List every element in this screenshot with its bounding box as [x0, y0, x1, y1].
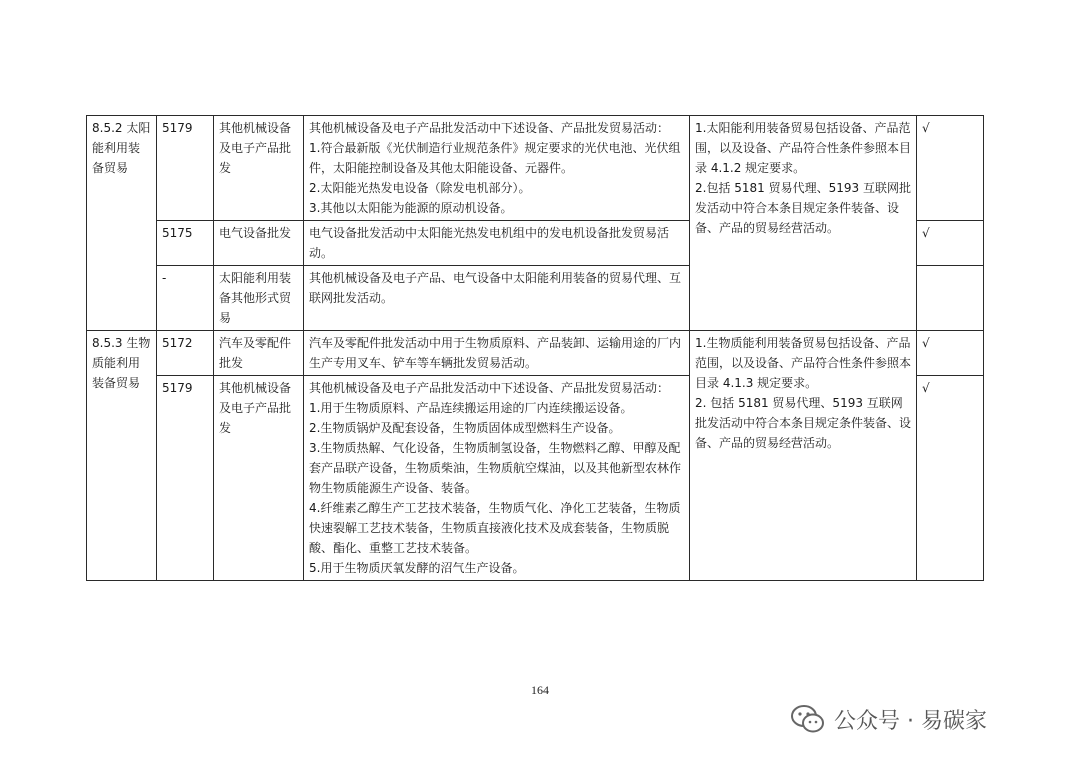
table-row	[87, 116, 984, 221]
description-cell: 其他机械设备及电子产品、电气设备中太阳能利用装备的贸易代理、互联网批发活动。	[304, 266, 690, 331]
code-cell: 5172	[157, 331, 214, 376]
watermark-text: 公众号 · 易碳家	[834, 708, 987, 734]
category-cell: 太阳能利用装备其他形式贸易	[214, 266, 304, 331]
description-cell: 电气设备批发活动中太阳能光热发电机组中的发电机设备批发贸易活动。	[304, 221, 690, 266]
category-cell: 汽车及零配件批发	[214, 331, 304, 376]
code-cell: 5175	[157, 221, 214, 266]
description-cell: 汽车及零配件批发活动中用于生物质原料、产品装卸、运输用途的厂内生产专用叉车、铲车等车辆批发贸易活动。	[304, 331, 690, 376]
description-cell: 其他机械设备及电子产品批发活动中下述设备、产品批发贸易活动： 1.符合最新版《光伏制造行业规范条件》规定要求的光伏电池、光伏组件，太阳能控制设备及其他太阳能设备、元器件。 2.太阳能光热发电设备（除发电机部分）。 3.其他以太阳能为能源的原动机设备。	[304, 116, 690, 221]
code-cell: -	[157, 266, 214, 331]
category-cell: 电气设备批发	[214, 221, 304, 266]
category-cell: 其他机械设备及电子产品批发	[214, 116, 304, 221]
section-cell: 8.5.2 太阳能利用装备贸易	[87, 116, 157, 331]
category-cell: 其他机械设备及电子产品批发	[214, 376, 304, 581]
checkmark-cell	[917, 266, 984, 331]
code-cell: 5179	[157, 376, 214, 581]
wechat-icon	[790, 704, 826, 734]
table-row	[87, 331, 984, 376]
description-cell: 其他机械设备及电子产品批发活动中下述设备、产品批发贸易活动： 1.用于生物质原料、产品连续搬运用途的厂内连续搬运设备。 2.生物质锅炉及配套设备，生物质固体成型燃料生产设备。 3.生物质热解、气化设备，生物质制氢设备，生物燃料乙醇、甲醇及配套产品联产设备，生物质柴油，生物质航空煤油，以及其他新型农林作物生物质能源生产设备、装备。 4.纤维素乙醇生产工艺技术装备，生物质气化、净化工艺装备，生物质快速裂解工艺技术装备，生物质直接液化技术及成套装备，生物质脱酸、酯化、重整工艺技术装备。 5.用于生物质厌氧发酵的沼气生产设备。	[304, 376, 690, 581]
checkmark-cell: √	[917, 116, 984, 221]
page-number: 164	[531, 683, 549, 697]
checkmark-cell: √	[917, 331, 984, 376]
notes-cell: 1.生物质能利用装备贸易包括设备、产品范围，以及设备、产品符合性条件参照本目录 4.1.3 规定要求。 2. 包括 5181 贸易代理、5193 互联网批发活动中符合本条目规定条件装备、设备、产品的贸易经营活动。	[690, 331, 917, 581]
checkmark-cell: √	[917, 221, 984, 266]
code-cell: 5179	[157, 116, 214, 221]
catalog-table	[86, 115, 984, 581]
checkmark-cell: √	[917, 376, 984, 581]
section-cell: 8.5.3 生物质能利用装备贸易	[87, 331, 157, 581]
watermark	[790, 702, 987, 736]
notes-cell: 1.太阳能利用装备贸易包括设备、产品范围，以及设备、产品符合性条件参照本目录 4.1.2 规定要求。 2.包括 5181 贸易代理、5193 互联网批发活动中符合本条目规定条件装备、设备、产品的贸易经营活动。	[690, 116, 917, 331]
